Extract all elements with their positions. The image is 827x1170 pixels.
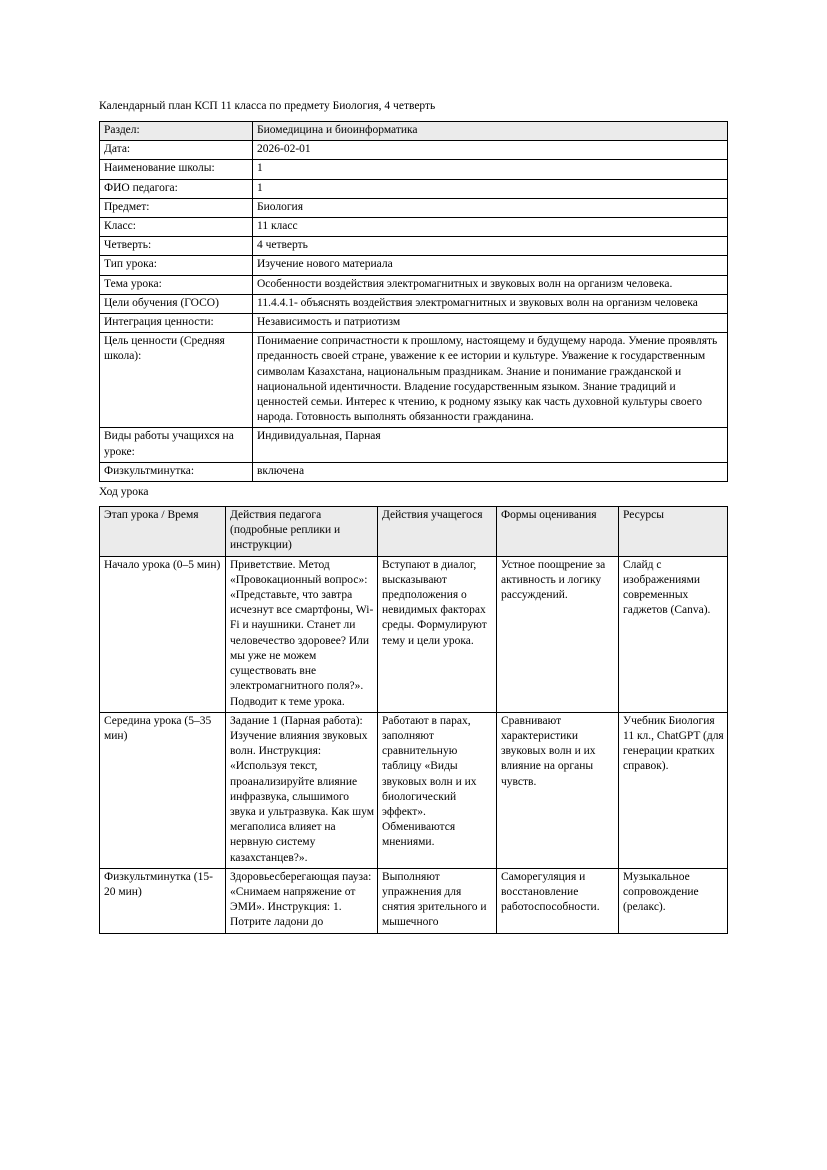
resources-cell: Слайд с изображениями современных гаджетов (Canva). <box>619 556 728 712</box>
student-actions-cell: Вступают в диалог, высказывают предположения о невидимых факторах среды. Формулируют тему и цели урока. <box>378 556 497 712</box>
resources-cell: Музыкальное сопровождение (релакс). <box>619 868 728 933</box>
table-row <box>100 556 728 712</box>
column-header: Действия педагога (подробные реплики и инструкции) <box>226 507 378 557</box>
table-row <box>100 198 728 217</box>
student-actions-cell: Выполняют упражнения для снятия зрительного и мышечного <box>378 868 497 933</box>
table-row <box>100 218 728 237</box>
column-header: Действия учащегося <box>378 507 497 557</box>
info-row-label: Виды работы учащихся на уроке: <box>100 428 253 462</box>
student-actions-cell: Работают в парах, заполняют сравнительную таблицу «Виды звуковых волн и их биологический эффект». Обмениваются мнениями. <box>378 712 497 868</box>
info-row-value: 2026-02-01 <box>253 141 728 160</box>
info-row-value: Биология <box>253 198 728 217</box>
info-row-label: Раздел: <box>100 122 253 141</box>
lesson-flow-table-head <box>100 507 728 557</box>
info-row-label: Четверть: <box>100 237 253 256</box>
table-header-row <box>100 507 728 557</box>
table-row <box>100 428 728 462</box>
lesson-info-table <box>99 121 728 482</box>
teacher-actions-cell: Приветствие. Метод «Провокационный вопрос»: «Представьте, что завтра исчезнут все смартфоны, Wi-Fi и наушники. Станет ли человечество здоровее? Или мы уже не можем существовать вне электромагнитного поля?». Подводит к теме урока. <box>226 556 378 712</box>
table-row <box>100 314 728 333</box>
info-row-label: Интеграция ценности: <box>100 314 253 333</box>
info-row-value: 11 класс <box>253 218 728 237</box>
info-row-label: Предмет: <box>100 198 253 217</box>
column-header: Формы оценивания <box>497 507 619 557</box>
table-row <box>100 868 728 933</box>
lesson-flow-heading: Ход урока <box>99 486 149 499</box>
info-row-label: Тип урока: <box>100 256 253 275</box>
table-row <box>100 294 728 313</box>
table-row <box>100 256 728 275</box>
info-row-value: Биомедицина и биоинформатика <box>253 122 728 141</box>
table-row <box>100 179 728 198</box>
table-row <box>100 122 728 141</box>
table-row <box>100 275 728 294</box>
info-row-value: 1 <box>253 179 728 198</box>
table-row <box>100 462 728 481</box>
info-row-value: включена <box>253 462 728 481</box>
info-row-label: Тема урока: <box>100 275 253 294</box>
table-row <box>100 712 728 868</box>
info-row-label: Дата: <box>100 141 253 160</box>
lesson-flow-table <box>99 506 728 933</box>
info-row-value: Изучение нового материала <box>253 256 728 275</box>
resources-cell: Учебник Биология 11 кл., ChatGPT (для генерации кратких справок). <box>619 712 728 868</box>
info-row-value: 11.4.4.1- объяснять воздействия электромагнитных и звуковых волн на организм человека <box>253 294 728 313</box>
stage-cell: Середина урока (5–35 мин) <box>100 712 226 868</box>
info-row-label: ФИО педагога: <box>100 179 253 198</box>
table-row <box>100 237 728 256</box>
stage-cell: Физкультминутка (15-20 мин) <box>100 868 226 933</box>
info-row-value: Индивидуальная, Парная <box>253 428 728 462</box>
info-row-label: Цели обучения (ГОСО) <box>100 294 253 313</box>
info-row-value: Особенности воздействия электромагнитных и звуковых волн на организм человека. <box>253 275 728 294</box>
table-row <box>100 333 728 428</box>
info-row-label: Физкультминутка: <box>100 462 253 481</box>
column-header: Ресурсы <box>619 507 728 557</box>
teacher-actions-cell: Здоровьесберегающая пауза: «Снимаем напряжение от ЭМИ». Инструкция: 1. Потрите ладони до <box>226 868 378 933</box>
teacher-actions-cell: Задание 1 (Парная работа): Изучение влияния звуковых волн. Инструкция: «Используя текст, проанализируйте влияние инфразвука, слышимого звука и ультразвука. Как шум мегаполиса влияет на нервную систему казахстанцев?». <box>226 712 378 868</box>
info-row-value: 4 четверть <box>253 237 728 256</box>
column-header: Этап урока / Время <box>100 507 226 557</box>
page-title: Календарный план КСП 11 класса по предмету Биология, 4 четверть <box>99 100 436 112</box>
info-row-label: Наименование школы: <box>100 160 253 179</box>
info-row-label: Класс: <box>100 218 253 237</box>
assessment-cell: Сравнивают характеристики звуковых волн и их влияние на органы чувств. <box>497 712 619 868</box>
assessment-cell: Саморегуляция и восстановление работоспособности. <box>497 868 619 933</box>
info-row-value: 1 <box>253 160 728 179</box>
table-row <box>100 141 728 160</box>
info-row-label: Цель ценности (Средняя школа): <box>100 333 253 428</box>
lesson-info-table-body <box>100 122 728 482</box>
info-row-value: Понимаение сопричастности к прошлому, настоящему и будущему народа. Умение проявлять преданность своей стране, уважение к ее истории и культуре. Уважение к государственным символам Казахстана, национальным праздникам. Знание и понимание гражданской и национальной идентичности. Владение государственным языком. Знание традиций и ценностей семьи. Интерес к чтению, к родному языку как часть духовной культуры своего народа. Готовность выполнять обязанности гражданина. <box>253 333 728 428</box>
info-row-value: Независимость и патриотизм <box>253 314 728 333</box>
table-row <box>100 160 728 179</box>
lesson-flow-table-body <box>100 556 728 933</box>
stage-cell: Начало урока (0–5 мин) <box>100 556 226 712</box>
assessment-cell: Устное поощрение за активность и логику рассуждений. <box>497 556 619 712</box>
